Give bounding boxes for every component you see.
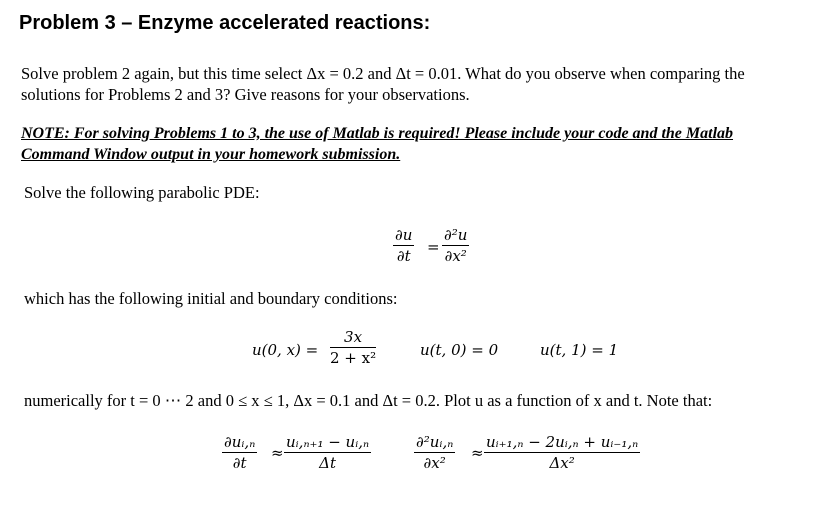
pde-intro: Solve the following parabolic PDE: bbox=[24, 183, 260, 202]
boundary-condition-0: u(t, 0) = 0 bbox=[420, 341, 499, 359]
numerics-text: numerically for t = 0 ⋯ 2 and 0 ≤ x ≤ 1, Δx = 0.1 and Δt = 0.2. Plot u as a function of x and t. Note that: bbox=[24, 391, 713, 410]
conditions-intro: which has the following initial and boundary conditions: bbox=[24, 289, 398, 308]
note-line-2: Command Window output in your homework submission. bbox=[21, 146, 401, 163]
boundary-condition-1: u(t, 1) = 1 bbox=[540, 341, 619, 359]
initial-condition-fraction: $\frac{3x}{\text{2 + x²}}$ bbox=[330, 328, 377, 367]
initial-condition-lhs: u(0, x) = bbox=[252, 341, 319, 359]
pde-lhs-fraction: $\frac{\partial u}{\partial t}$ bbox=[395, 226, 413, 265]
intro-line-1: Solve problem 2 again, but this time select Δx = 0.2 and Δt = 0.01. What do you observe when comparing the bbox=[21, 64, 745, 83]
intro-line-2: solutions for Problems 2 and 3? Give reasons for your observations. bbox=[21, 85, 470, 104]
central-difference-fraction: $\frac{\text{uᵢ₊₁,ₙ − 2uᵢ,ₙ + uᵢ₋₁,ₙ}}{\text{Δx²}}$ bbox=[486, 433, 639, 472]
space-derivative-fraction: $\frac{\text{∂²uᵢ,ₙ}}{\text{∂x²}}$ bbox=[416, 433, 454, 472]
approx-symbol-2: ≈ bbox=[471, 444, 484, 462]
time-derivative-fraction: $\frac{\text{∂uᵢ,ₙ}}{\partial t}$ bbox=[224, 433, 256, 472]
approx-symbol-1: ≈ bbox=[271, 444, 284, 462]
problem-heading: Problem 3 – Enzyme accelerated reactions: bbox=[19, 12, 431, 34]
forward-difference-fraction: $\frac{\text{uᵢ,ₙ₊₁ − uᵢ,ₙ}}{\Delta t}$ bbox=[286, 433, 370, 472]
pde-rhs-fraction: $\frac{\text{∂²u}}{\text{∂x²}}$ bbox=[444, 226, 468, 265]
note-line-1: NOTE: For solving Problems 1 to 3, the use of Matlab is required! Please include your code and the Matlab bbox=[21, 125, 734, 142]
pde-equals: = bbox=[427, 238, 440, 256]
